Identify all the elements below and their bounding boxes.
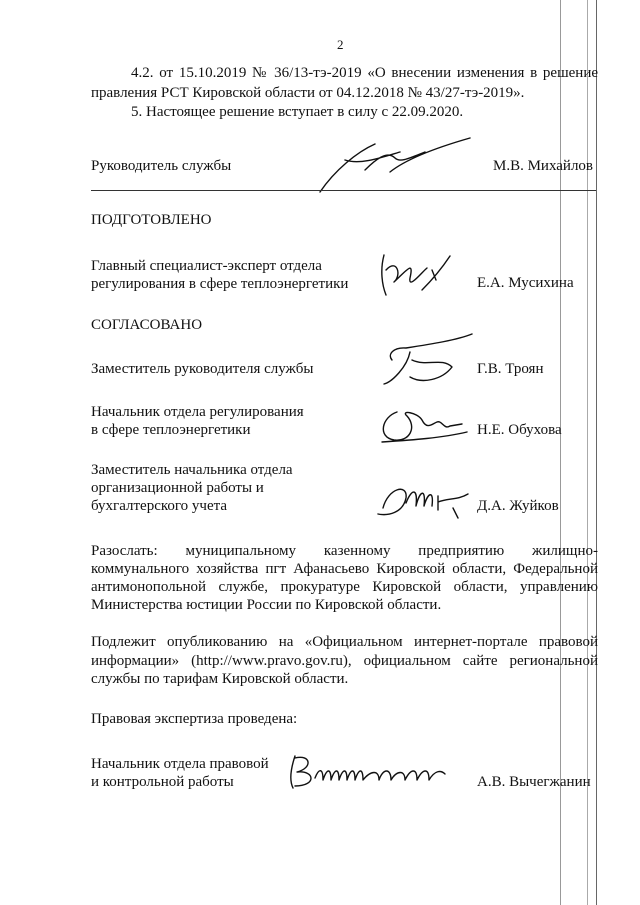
agreed-signer-2-name: Н.Е. Обухова [477, 422, 562, 438]
agreed-signer-3-position-line2: организационной работы и [91, 480, 264, 496]
distribution-line1: Разослать: муниципальному казенному предприятию жилищно- [91, 543, 598, 559]
separator-line [91, 190, 596, 191]
prepared-position-line1: Главный специалист-эксперт отдела [91, 258, 322, 274]
agreed-signer-3-name: Д.А. Жуйков [477, 498, 559, 514]
agreed-heading: СОГЛАСОВАНО [91, 317, 203, 333]
item-4-2-line1: 4.2. от 15.10.2019 № 36/13-тэ-2019 «О внесении изменения в решение [131, 65, 598, 81]
prepared-heading: ПОДГОТОВЛЕНО [91, 212, 212, 228]
publication-line1: Подлежит опубликованию на «Официальном интернет-портале правовой [91, 634, 598, 650]
prepared-name: Е.А. Мусихина [477, 275, 574, 291]
legal-review-text: Правовая экспертиза проведена: [91, 711, 298, 727]
publication-line3: службы по тарифам Кировской области. [91, 671, 349, 687]
agreed-signer-3-position-line1: Заместитель начальника отдела [91, 462, 293, 478]
signature-agreed-3 [368, 478, 473, 523]
scan-edge-line-right [596, 0, 597, 905]
agreed-signer-1-position: Заместитель руководителя службы [91, 361, 314, 377]
page-number: 2 [337, 37, 344, 52]
publication-line2: информации» (http://www.pravo.gov.ru), официальном сайте региональной [91, 653, 598, 669]
distribution-line3: антимонопольной службе, прокуратуре Кировской области, управлению [91, 579, 598, 595]
legal-review-position-line2: и контрольной работы [91, 774, 234, 790]
agreed-signer-3-position-line3: бухгалтерского учета [91, 498, 228, 514]
agreed-signer-2-position-line1: Начальник отдела регулирования [91, 404, 304, 420]
scan-edge-line-inner-2 [587, 0, 588, 905]
agreed-signer-1-name: Г.В. Троян [477, 361, 544, 377]
distribution-line4: Министерства юстиции России по Кировской области. [91, 597, 442, 613]
signature-agreed-2 [372, 402, 472, 447]
signature-prepared [372, 250, 457, 300]
signature-legal-review [283, 750, 453, 795]
signature-agreed-1 [372, 322, 482, 397]
agreed-signer-2-position-line2: в сфере теплоэнергетики [91, 422, 251, 438]
scan-edge-line-inner-1 [560, 0, 561, 905]
head-name: М.В. Михайлов [493, 158, 594, 174]
item-5: 5. Настоящее решение вступает в силу с 22.09.2020. [131, 104, 464, 120]
item-4-2-line2: правления РСТ Кировской области от 04.12.2018 № 43/27-тэ-2019». [91, 85, 525, 101]
legal-review-position-line1: Начальник отдела правовой [91, 756, 269, 772]
legal-review-name: А.В. Вычегжанин [477, 774, 591, 790]
prepared-position-line2: регулирования в сфере теплоэнергетики [91, 276, 349, 292]
distribution-line2: коммунального хозяйства пгт Афанасьево Кировской области, Федеральной [91, 561, 598, 577]
head-position: Руководитель службы [91, 158, 232, 174]
